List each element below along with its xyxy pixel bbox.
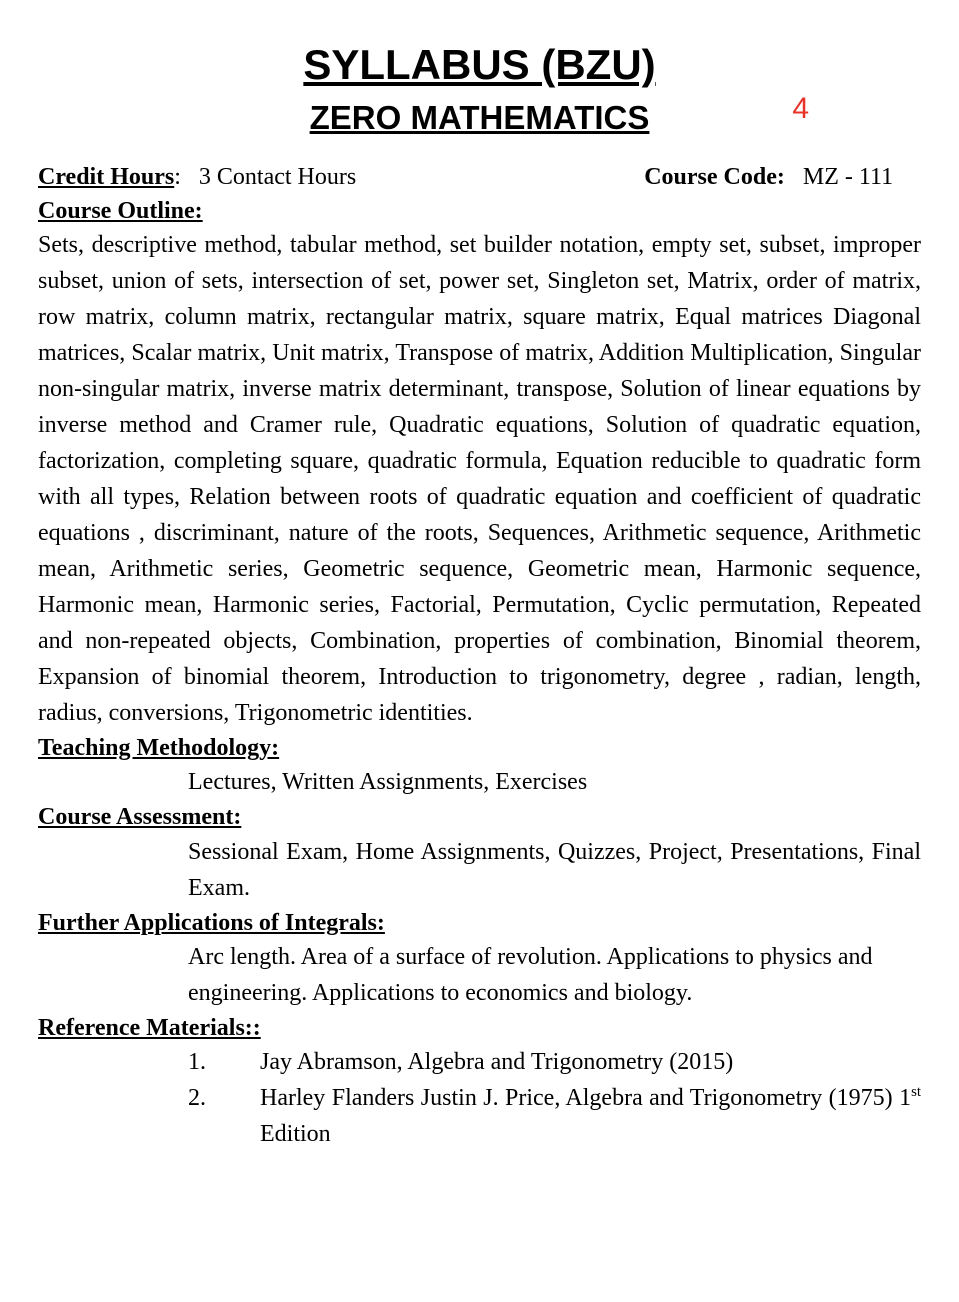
reference-materials-list: [188, 1044, 921, 1152]
list-item-text: Jay Abramson, Algebra and Trigonometry (2015): [260, 1049, 734, 1076]
credit-hours-separator: :: [174, 164, 181, 191]
reference-materials-heading: Reference Materials::: [38, 1015, 261, 1042]
list-item: [188, 1044, 921, 1080]
teaching-methodology-heading: Teaching Methodology:: [38, 734, 280, 761]
list-item: [188, 1080, 921, 1152]
list-item-superscript: st: [911, 1084, 921, 1101]
document-header: [0, 0, 959, 137]
list-item-text: [260, 1080, 921, 1152]
credit-hours-label: Credit Hours: [38, 164, 175, 191]
credit-hours-value: 3 Contact Hours: [198, 164, 357, 191]
course-assessment-text: Sessional Exam, Home Assignments, Quizzes, Project, Presentations, Final Exam.: [188, 838, 921, 901]
course-outline-text: Sets, descriptive method, tabular method, set builder notation, empty set, subset, improper subset, union of sets, intersection of set, power set, Singleton set, Matrix, order of matrix, row matrix, column matrix, rectangular matrix, square matrix, Equal matrices Diagonal matrices, Scalar matrix, Unit matrix, Transpose of matrix, Addition Multiplication, Singular non-singular matrix, inverse matrix determinant, transpose, Solution of linear equations by inverse method and Cramer rule, Quadratic equations, Solution of quadratic equation, factorization, completing square, quadratic formula, Equation reducible to quadratic form with all types, Relation between roots of quadratic equation and coefficient of quadratic equations , discriminant, nature of the roots, Sequences, Arithmetic sequence, Arithmetic mean, Arithmetic series, Geometric sequence, Geometric mean, Harmonic sequence, Harmonic mean, Harmonic series, Factorial, Permutation, Cyclic permutation, Repeated and non-repeated objects, Combination, properties of combination, Binomial theorem, Expansion of binomial theorem, Introduction to trigonometry, degree , radian, length, radius, conversions, Trigonometric identities.: [38, 231, 921, 726]
course-code-label: Course Code:: [644, 164, 785, 191]
course-meta-row: [38, 161, 921, 193]
list-item-text-before: Harley Flanders Justin J. Price, Algebra and Trigonometry (1975) 1: [260, 1085, 912, 1112]
page-subtitle: ZERO MATHEMATICS: [309, 98, 650, 136]
credit-hours: [38, 161, 356, 193]
teaching-methodology-text: Lectures, Written Assignments, Exercises: [188, 769, 588, 796]
page-number: 4: [792, 92, 809, 125]
further-applications-heading: Further Applications of Integrals:: [38, 909, 385, 936]
list-item-text-after: Edition: [260, 1121, 331, 1148]
course-code-value: MZ - 111: [802, 164, 894, 191]
further-applications-text: Arc length. Area of a surface of revolution. Applications to physics and engineering. Applications to economics and biology.: [188, 944, 873, 1007]
list-item-number: 2.: [188, 1085, 206, 1112]
course-assessment-heading: Course Assessment:: [38, 804, 242, 831]
page-title: SYLLABUS (BZU): [303, 41, 656, 88]
course-outline-heading: Course Outline:: [38, 197, 203, 224]
document-body: [0, 161, 959, 1152]
course-code: [644, 161, 893, 193]
list-item-number: 1.: [188, 1049, 206, 1076]
